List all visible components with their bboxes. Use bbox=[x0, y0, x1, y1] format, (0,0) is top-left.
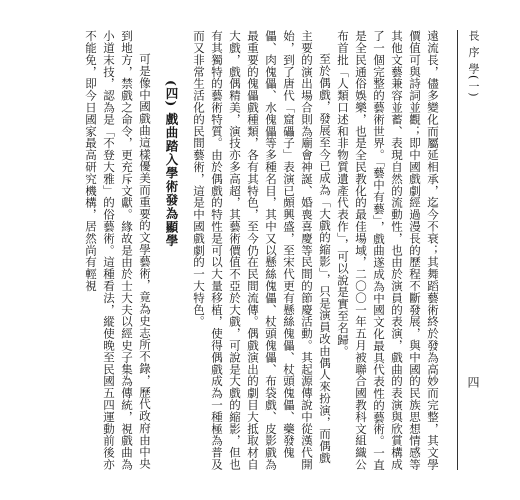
body-text bbox=[30, 30, 442, 472]
paragraph: 遠流長，儘多變化而屬延相承，迄今不衰；其舞蹈藝術終於發為高妙而完整，其文學價值可與詩詞並觀；即中國戲劇經過漫長的歷程不斷發展，與中國的民族思想情感等其他文藝兼容並蓄、表現自然的流動性，也由於演員的表演，戲曲的表演與欣賞構成了一個完整的藝術世界。「藝中有藝」，戲曲遂成為中國文化最具代表性的藝術。一直是全民通俗娛樂，也是全民教化的最佳場域，二〇〇一年五月被聯合國教科文組織公布首批「人類口述和非物質遺產代表作」，可以說是實至名歸。 bbox=[336, 30, 440, 471]
paragraph: 至於偶戲，發展至今已成為「大戲的縮影」，只是演員改由偶人來扮演，而偶戲主要的演出場合則為廟會神誕、婚喪喜慶等民間的節慶活動。其起源傳說中從漢代開始，到了唐代「窟礧子」表演已頗興盛，至宋代更有懸絲傀儡、杖頭傀儡、藥發傀儡、肉傀儡、水傀儡等多種名目，其中又以懸絲傀儡、杖頭傀儡、布袋戲、皮影戲為最重要的傀儡戲種類，各有其特色，至今仍在民間流傳。偶戲演出的劇目大抵取材自大戲，戲偶精美，演技亦多高超，其藝術價值不亞於大戲，可說是大戲的縮影，但也有其獨特的藝術特質。由於偶戲的特性是可以大量移植，使得偶戲成為一種極為普及而又非常生活化的民間藝術，這是中國戲劇的一大特色。 bbox=[192, 30, 332, 471]
section-heading: (四) 戲曲踏入學術發為顯學 bbox=[164, 80, 179, 248]
header-rule bbox=[457, 30, 458, 470]
paragraph: 可是像中國戲曲這樣優美而重要的文學藝術，竟為史志所不錄，歷代政府由中央到地方，禁戲之命令，更充斥文獻。緣故是由於士大夫以經史子集為傳統，視戲曲為小道末技，認為是「不登大雅」的俗藝術。這種看法，縱使晚至民國五四運動前後亦不能免，即今日國家最高研究機構，居然尚有輕視 bbox=[84, 30, 152, 471]
page-number: 四 bbox=[466, 376, 480, 388]
running-head: 長 序 學(一) bbox=[467, 30, 480, 98]
